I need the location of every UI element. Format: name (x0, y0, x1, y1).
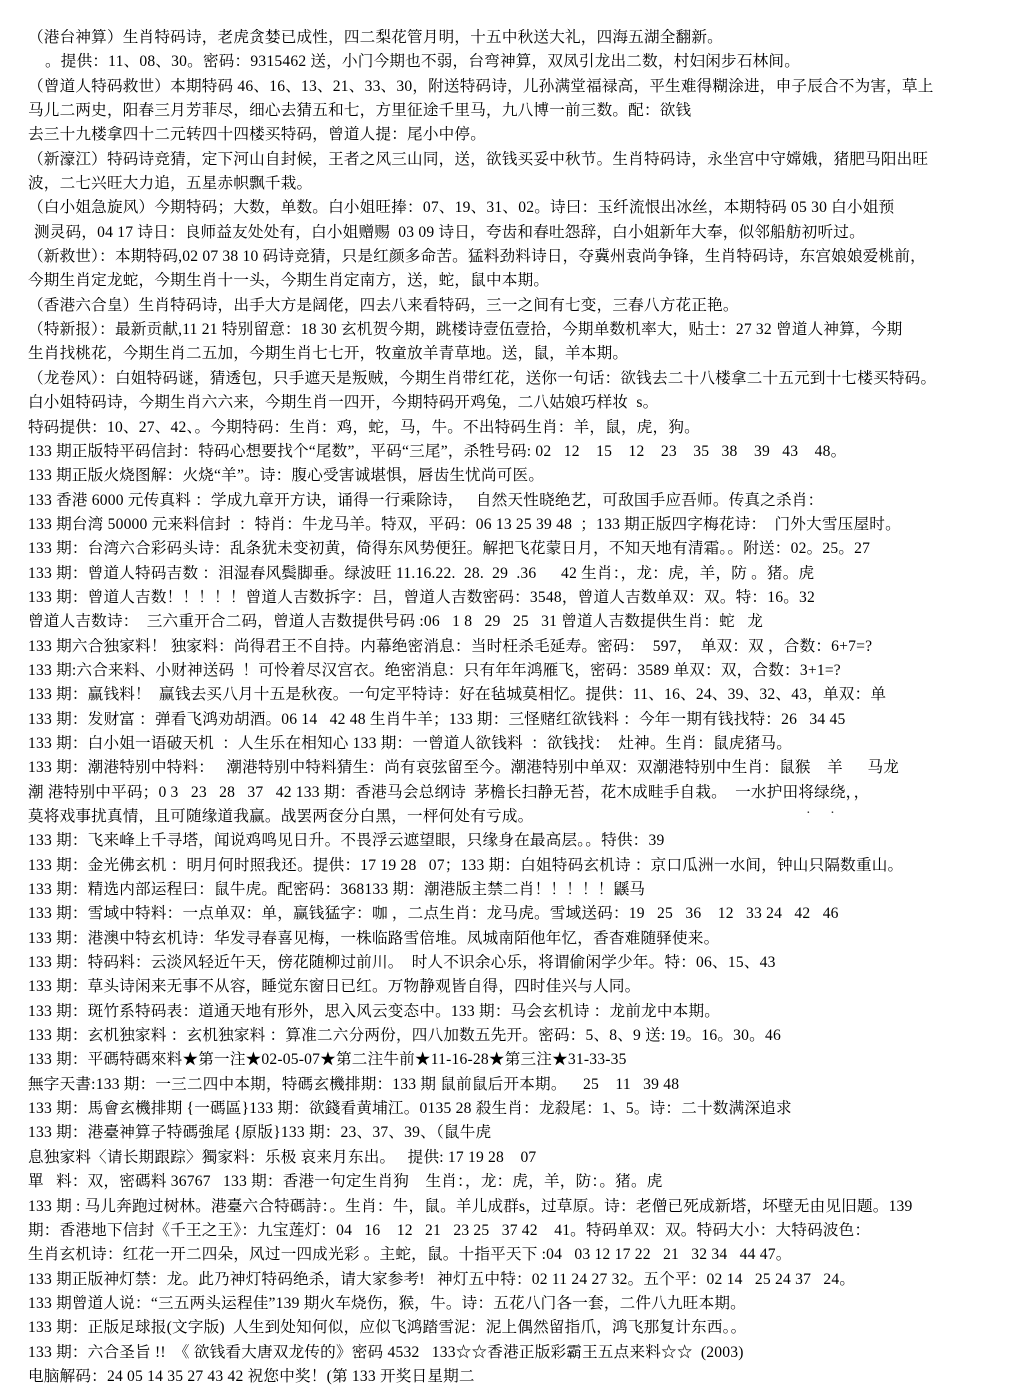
text-line-27: 133 期:六合来料、小财神送码 ！可怜着尽汉宫衣。绝密消息：只有年年鸿雁飞，密码：3589 单双：双，合数：3+1=? (28, 661, 841, 679)
text-line-39: 133 期：特码料：云淡风轻近午天，傍花随柳过前川。 时人不识余心乐，将谓偷闲学少年。特：06、15、43 (28, 954, 776, 972)
text-line-50: 期：香港地下信封《千王之王》：九宝莲灯：04 16 12 21 23 25 37 42 41。特码单双：双。特码大小：大特码波色： (28, 1221, 871, 1239)
text-line-55: 133 期：六合圣旨 !! 《 欲钱看大唐双龙传的》密码 4532 133☆☆香港正版彩霸王五点来料☆☆ (2003) (28, 1343, 744, 1361)
text-line-38: 133 期：港澳中特玄机诗：华发寻春喜见梅，一株临路雪倍堆。凤城南陌他年忆，香杳难随驿使来。 (28, 929, 720, 947)
text-line-43: 133 期：平碼特碼來料★第一注★02-05-07★第二注牛前★11-16-28★第三注★31-33-35 (28, 1051, 627, 1069)
document-body (28, 26, 1022, 1389)
text-line-20: 133 香港 6000 元传真料 ：学成九章开方诀，诵得一行乘除诗， 自然天性晓绝艺，可敌国手应吾师。传真之杀肖： (28, 491, 824, 509)
text-line-6: （新濠江）特码诗竞猜，定下河山自封候，王者之风三山同，送，欲钱买妥中秋节。生肖特码诗，永坐宫中守嫦娥，猪肥马阳出旺 (28, 150, 929, 168)
text-line-30: 133 期：白小姐一语破天机 ：人生乐在相知心 133 期：一曾道人欲钱料 ：欲钱找： 灶神。生肖：鼠虎猪马。 (28, 734, 792, 752)
text-line-36: 133 期：精选内部运程曰：鼠牛虎。配密码：368133 期：潮港版主禁二肖！！！！！鼷马 (28, 881, 646, 899)
text-line-12: （香港六合皇）生肖特码诗，出手大方是阔佬，四去八来看特码，三一之间有七变，三春八方花正艳。 (28, 296, 739, 314)
text-line-28: 133 期：赢钱料！ 赢钱去买八月十五是秋夜。一句定平特诗：好在毡城莫相忆。提供：11、16、24、39、32、43，单双：单 (28, 686, 887, 704)
text-line-29: 133 期：发财富 ：弹看飞鸿劝胡酒。06 14 42 48 生肖牛羊；133 期：三怪赌红欲钱料 ：今年一期有钱找特：26 34 45 (28, 710, 846, 728)
text-line-54: 133 期：正版足球报(文字版) 人生到处知何似，应似飞鸿踏雪泥：泥上偶然留指爪，鸿飞那复计东西。。 (28, 1319, 747, 1337)
text-line-24: 133 期：曾道人吉数！！！！！曾道人吉数拆字：吕，曾道人吉数密码：3548，曾道人吉数单双：双。特：16。32 (28, 588, 815, 606)
stray-dots-mark: · · (806, 806, 843, 821)
text-line-40: 133 期：草头诗闲来无事不从容，睡觉东窗日已红。万物静观皆自得，四时佳兴与人同。 (28, 978, 641, 996)
text-line-51: 生肖玄机诗：红花一开二四朵，风过一四成光彩 。主蛇，鼠。十指平天下 :04 03 12 17 22 21 32 34 44 47。 (28, 1246, 792, 1264)
text-line-5: 去三十九楼拿四十二元转四十四楼买特码，曾道人提：尾小中停。 (28, 126, 487, 144)
text-line-9: 测灵码，04 17 诗日：良师益友处处有，白小姐赠赐 03 09 诗日，夸齿和春吐怨辞，白小姐新年大奉，似邻船舫初听过。 (34, 223, 865, 241)
text-line-35: 133 期：金光佛玄机 ：明月何时照我还。提供：17 19 28 07；133 期：白姐特码玄机诗 ：京口瓜洲一水间，钟山只隔数重山。 (28, 856, 904, 874)
text-line-14: 生肖找桃花，今期生肖二五加，今期生肖七七开，牧童放羊青草地。送，鼠，羊本期。 (28, 345, 629, 363)
text-line-23: 133 期：曾道人特码吉数 ：泪湿春风鬓脚垂。绿波旺 11.16.22. 28. 29 .36 42 生肖：，龙：虎，羊，防 。猪。虎 (28, 564, 815, 582)
text-line-48: 單 料：双，密碼料 36767 133 期：香港一句定生肖狗 生肖：，龙：虎，羊，防：。猪。虎 (28, 1173, 663, 1191)
text-line-4: 马儿二两史，阳春三月芳菲尽，细心去猜五和七，方里征途千里马，九八博一前三数。配：欲钱 (28, 102, 692, 120)
text-line-26: 133 期六合独家料！ 独家料：尚得君王不自持。内幕绝密消息：当时枉杀毛延寿。密码： 597， 单双：双 ，合数：6+7=? (28, 637, 873, 655)
text-line-37: 133 期：雪域中特料：一点单双：单，赢钱猛字：咖 ，二点生肖：龙马虎。雪域送码：19 25 36 12 33 24 42 46 (28, 905, 839, 923)
text-line-46: 133 期：港臺神算子特碼強尾 {原版}133 期：23、37、39、（鼠牛虎 (28, 1124, 492, 1142)
text-line-45: 133 期：馬會玄機排期 {一碼區}133 期：欲錢看黄埔江。0135 28 殺生肖：龙殺尾：1、5。诗：二十数满深追求 (28, 1100, 792, 1118)
text-line-18: 133 期正版特平码信封：特码心想要找个“尾数”，平码“三尾”，杀牲号码: 02 12 15 12 23 35 38 39 43 48。 (28, 442, 847, 460)
text-line-1: （港台神算）生肖特码诗，老虎贪婪已成性，四二梨花管月明，十五中秋送大礼，四海五湖全翻新。 (28, 29, 723, 46)
text-line-53: 133 期曾道人说：“三五两头运程佳”139 期火车烧伤，猴，牛。诗：五花八门各一套，二件八九旺本期。 (28, 1294, 746, 1312)
text-line-10: （新救世）：本期特码,02 07 38 10 码诗竞猜，只是红颜多命苦。猛料劲料诗日，夺冀州袁尚争锋，生肖特码诗，东宫娘娘爱桃前， (28, 248, 926, 266)
text-line-11: 今期生肖定龙蛇，今期生肖十一头，今期生肖定南方，送，蛇，鼠中本期。 (28, 272, 550, 290)
text-line-49: 133 期 : 马儿奔跑过树林。港臺六合特碼詩：。生肖：牛，鼠。羊儿成群s，过草原。诗：老僧已死成新塔，坏壁无由见旧题。139 (28, 1197, 913, 1215)
text-line-32: 潮 港特别中平码；0 3 23 28 37 42 133 期：香港马会总纲诗 茅檐长扫静无苔，花木成畦手自栽。 一水护田将绿绕，， (28, 783, 870, 801)
text-line-42: 133 期：玄机独家料 ：玄机独家料 ：算准二六分两份，四八加数五先开。密码：5、8、9 送: 19。16。30。46 (28, 1027, 781, 1045)
text-line-17: 特码提供：10、27、42、。今期特码：生肖：鸡，蛇，马，牛。不出特码生肖：羊，鼠，虎，狗。 (28, 418, 700, 436)
text-line-2: 。提供：11、08、30。密码：9315462 送，小门今期也不弱，台弯神算，双凤引龙出二数，村妇闲步石林间。 (45, 53, 801, 71)
text-line-3: （曾道人特码救世）本期特码 46、16、13、21、33、30，附送特码诗，儿孙满堂福禄高，平生难得糊涂进，申子辰合不为害，草上 (28, 77, 934, 95)
text-line-34: 133 期：飞来峰上千寻塔，闻说鸡鸣见日升。不畏浮云遮望眼，只缘身在最高层。。特供：39 (28, 832, 665, 850)
text-line-16: 白小姐特码诗，今期生肖六六来，今期生肖一四开，今期特码开鸡兔，二八姑娘巧样妆 s。 (28, 394, 659, 412)
text-line-41: 133 期：斑竹系特码表：道通天地有形外，思入风云变态中。133 期：马会玄机诗 ：龙前龙中本期。 (28, 1002, 721, 1020)
text-line-21: 133 期台湾 50000 元来料信封 ：特肖：牛龙马羊。特双，平码：06 13 25 39 48 ；133 期正版四字梅花诗： 门外大雪压屋时。 (28, 515, 901, 533)
text-line-44: 無字天書:133 期：一三二四中本期，特碼玄機排期：133 期 鼠前鼠后开本期。 25 11 39 48 (28, 1075, 680, 1093)
text-line-15: （龙卷风）：白姐特码谜，猜透包，只手遮天是叛贼，今期生肖带红花，送你一句话：欲钱去二十八楼拿二十五元到十七楼买特码。 (28, 369, 937, 387)
text-line-52: 133 期正版神灯禁：龙。此乃神灯特码绝杀，请大家参考! 神灯五中特：02 11 24 27 32。五个平：02 14 25 24 37 24。 (28, 1270, 856, 1288)
text-line-47: 息独家料〈请长期跟踪〉獨家料：乐极 哀来月东出。 提供: 17 19 28 07 (28, 1148, 537, 1166)
text-line-31: 133 期：潮港特别中特料： 潮港特别中特料猜生：尚有哀弦留至今。潮港特别中单双：双潮港特别中生肖：鼠猴 羊 马龙 (28, 759, 900, 777)
text-line-56: 电脑解码：24 05 14 35 27 43 42 祝您中奖！(第 133 开奖日星期二 (28, 1367, 475, 1385)
text-line-7: 波，二七兴旺大力追，五星赤帜飘千栽。 (28, 175, 313, 193)
text-line-25: 曾道人吉数诗： 三六重开合二码，曾道人吉数提供号码 :06 1 8 29 25 31 曾道人吉数提供生肖：蛇 龙 (28, 613, 764, 631)
text-line-19: 133 期正版火烧图解：火烧“羊”。诗：腹心受害诚堪惧，唇齿生忧尚可医。 (28, 467, 545, 485)
text-line-8: （白小姐急旋风）今期特码；大数，单数。白小姐旺捧：07、19、31、02。诗曰：玉纤流恨出冰丝，本期特码 05 30 白小姐预 (28, 199, 895, 217)
text-line-33: 莫将戏事扰真情，且可随缘道我赢。战罢两奁分白黑，一枰何处有亏成。 (28, 808, 534, 825)
text-line-13: （特新报）：最新贡献,11 21 特别留意：18 30 玄机贺今期，跳楼诗壹伍壹拾，今期单数机率大，贴士：27 32 曾道人神算，今期 (28, 321, 903, 339)
text-line-22: 133 期：台湾六合彩码头诗：乱条犹未变初黄，倚得东风势便狂。解把飞花蒙日月，不知天地有清霜。。附送：02。25。27 (28, 540, 871, 558)
